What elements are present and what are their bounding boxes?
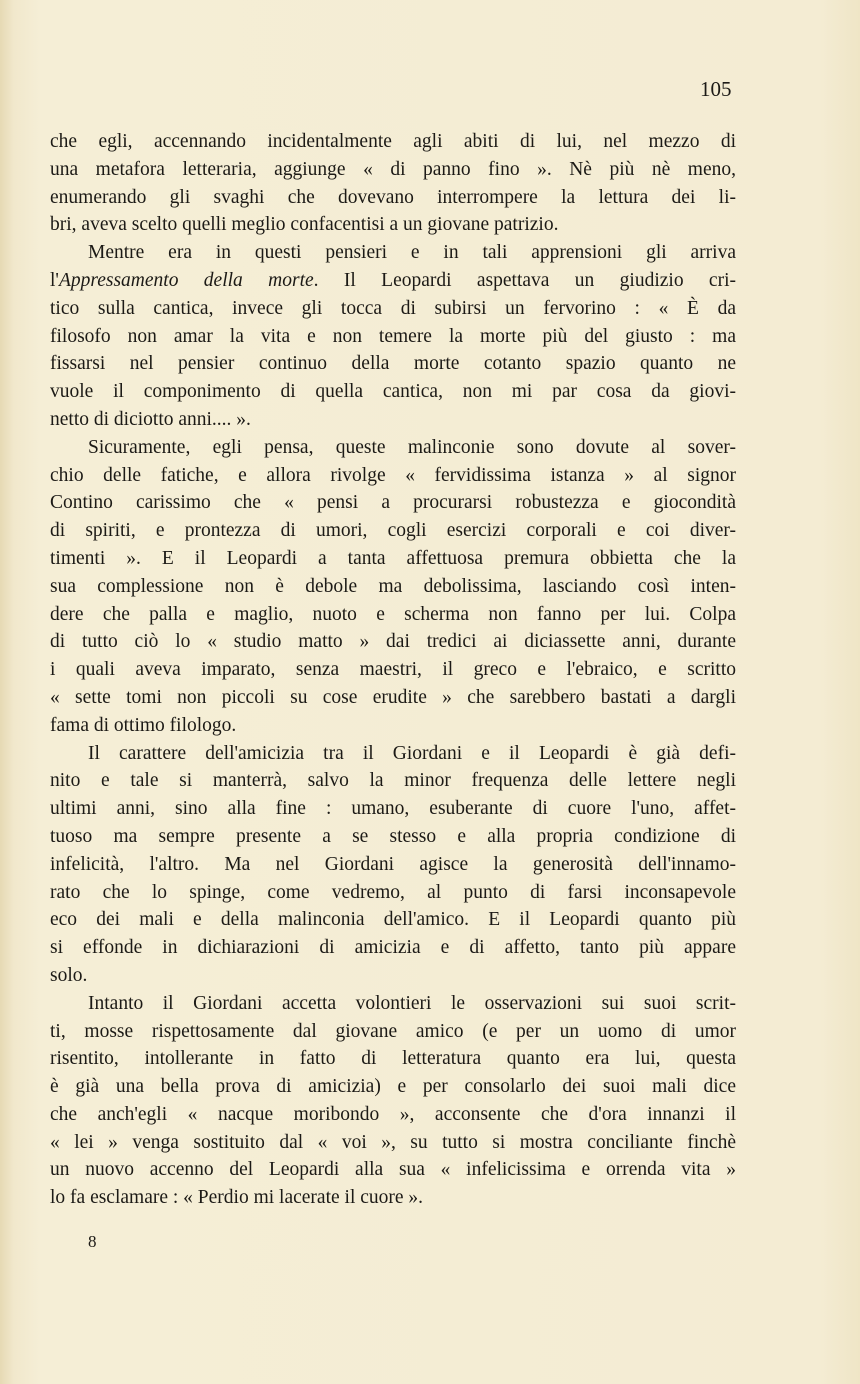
text-line: una metafora letteraria, aggiunge « di panno fino ». Nè più nè meno, — [50, 158, 736, 180]
text-line: di tutto ciò lo « studio matto » dai tredici ai diciassette anni, durante — [50, 631, 736, 653]
text-line: che anch'egli « nacque moribondo », acconsente che d'ora innanzi il — [50, 1103, 736, 1125]
italic-title: Appressamento della morte — [58, 269, 314, 291]
text-line: che egli, accennando incidentalmente agli abiti di lui, nel mezzo di — [50, 131, 736, 152]
page-number: 105 — [700, 77, 732, 101]
text-line: tico sulla cantica, invece gli tocca di subirsi un fervorino : « È da — [50, 297, 736, 319]
text-line: filosofo non amar la vita e non temere la morte più del giusto : ma — [50, 325, 736, 347]
text-line: nito e tale si manterrà, salvo la minor frequenza delle lettere negli — [50, 770, 736, 792]
body-text — [50, 128, 736, 1212]
text-line: vuole il componimento di quella cantica, non mi par cosa da giovi- — [50, 381, 736, 403]
text-line: eco dei mali e della malinconia dell'amico. E il Leopardi quanto più — [50, 909, 736, 931]
text-line: dere che palla e maglio, nuoto e scherma non fanno per lui. Colpa — [50, 603, 736, 625]
text-line: Mentre era in questi pensieri e in tali apprensioni gli arriva — [88, 242, 736, 264]
text-line: infelicità, l'altro. Ma nel Giordani agisce la generosità dell'innamo- — [50, 853, 736, 875]
text-line: timenti ». E il Leopardi a tanta affettuosa premura obbietta che la — [50, 547, 736, 569]
text-line: fama di ottimo filologo. — [50, 714, 237, 736]
text-line: rato che lo spinge, come vedremo, al punto di farsi inconsapevole — [50, 881, 736, 903]
text-line: « lei » venga sostituito dal « voi », su tutto si mostra conciliante finchè — [50, 1131, 736, 1153]
text-line: solo. — [50, 964, 88, 986]
text-line: si effonde in dichiarazioni di amicizia e di affetto, tanto più appare — [50, 937, 736, 959]
text-line: lo fa esclamare : « Perdio mi lacerate il cuore ». — [50, 1187, 424, 1209]
text-line: ultimi anni, sino alla fine : umano, esuberante di cuore l'uno, affet- — [50, 798, 736, 820]
text-line: bri, aveva scelto quelli meglio confacentisi a un giovane patrizio. — [50, 214, 559, 236]
text-line: tuoso ma sempre presente a se stesso e alla propria condizione di — [50, 825, 736, 847]
signature-mark: 8 — [88, 1232, 97, 1251]
text-line: di spiriti, e prontezza di umori, cogli esercizi corporali e coi diver- — [50, 520, 736, 542]
text-line: Contino carissimo che « pensi a procurarsi robustezza e giocondità — [50, 492, 736, 514]
text-line: risentito, intollerante in fatto di letteratura quanto era lui, questa — [50, 1048, 736, 1070]
text-line: enumerando gli svaghi che dovevano interrompere la lettura dei li- — [50, 186, 736, 208]
text-line: i quali aveva imparato, senza maestri, il greco e l'ebraico, e scritto — [50, 659, 736, 681]
text-line: è già una bella prova di amicizia) e per consolarlo dei suoi mali dice — [50, 1076, 736, 1098]
text-line: sua complessione non è debole ma debolissima, lasciando così inten- — [50, 575, 736, 597]
text-line: Intanto il Giordani accetta volontieri le osservazioni sui suoi scrit- — [88, 992, 736, 1014]
text-segment: l' — [50, 269, 59, 291]
text-line: « sette tomi non piccoli su cose erudite » che sarebbero bastati a dargli — [50, 686, 736, 708]
text-line: fissarsi nel pensier continuo della morte cotanto spazio quanto ne — [50, 353, 736, 375]
text-line — [50, 267, 736, 295]
text-line: netto di diciotto anni.... ». — [50, 408, 251, 430]
text-segment: . Il Leopardi aspettava un giudizio cri- — [313, 269, 736, 291]
text-line: chio delle fatiche, e allora rivolge « fervidissima istanza » al signor — [50, 464, 736, 486]
text-line: un nuovo accenno del Leopardi alla sua « infelicissima e orrenda vita » — [50, 1159, 736, 1181]
text-line: Sicuramente, egli pensa, queste malinconie sono dovute al sover- — [88, 436, 736, 458]
text-line: ti, mosse rispettosamente dal giovane amico (e per un uomo di umor — [50, 1020, 736, 1042]
text-line: Il carattere dell'amicizia tra il Giordani e il Leopardi è già defi- — [88, 742, 736, 764]
